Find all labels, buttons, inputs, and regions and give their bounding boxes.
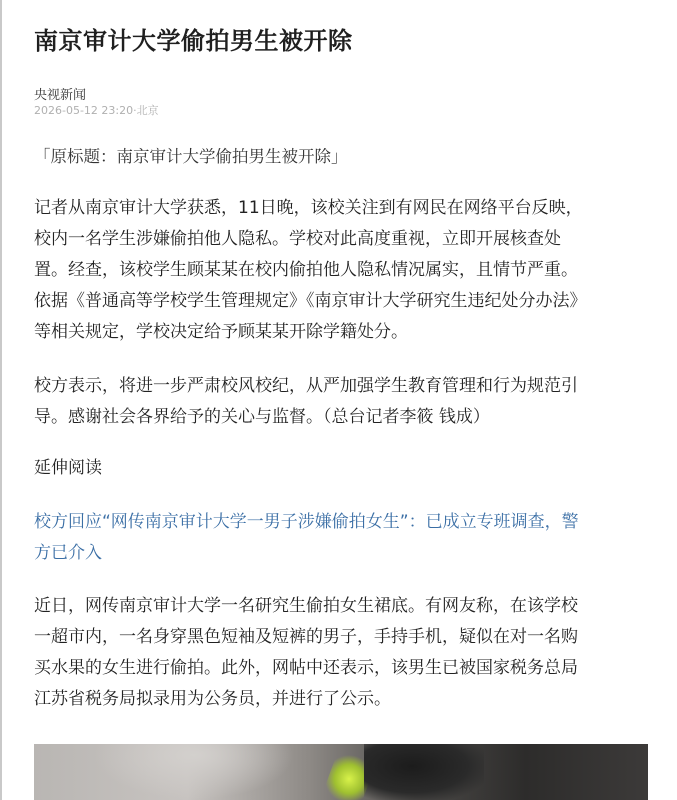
paragraph-2-line: 校方表示，将进一步严肃校风校纪，从严加强学生教育管理和行为规范引 [34,376,578,396]
original-title: 「原标题：南京审计大学偷拍男生被开除」 [34,147,348,166]
paragraph-1-line: 依据《普通高等学校学生管理规定》《南京审计大学研究生违纪处分办法》 [34,291,587,311]
paragraph-1-line: 置。经查，该校学生顾某某在校内偷拍他人隐私情况属实，且情节严重。 [34,260,578,280]
related-article-link[interactable] [34,507,654,569]
left-edge-divider [0,0,2,800]
paragraph-3 [34,591,654,715]
extended-reading-heading: 延伸阅读 [34,458,102,478]
photo-dark-object [364,744,484,800]
paragraph-1-line: 等相关规定，学校决定给予顾某某开除学籍处分。 [34,322,408,342]
paragraph-3-line: 一超市内，一名身穿黑色短袖及短裤的男子，手持手机，疑似在对一名购 [34,627,578,647]
article-timestamp-location: 2026-05-12 23:20·北京 [34,104,159,117]
related-link-line[interactable]: 方已介入 [34,543,102,563]
paragraph-3-line: 近日，网传南京审计大学一名研究生偷拍女生裙底。有网友称，在该学校 [34,596,578,616]
paragraph-1-line: 校内一名学生涉嫌偷拍他人隐私。学校对此高度重视，立即开展核查处 [34,229,561,249]
photo-highlight [94,744,294,800]
article-title: 南京审计大学偷拍男生被开除 [34,27,353,55]
paragraph-3-line: 买水果的女生进行偷拍。此外，网帖中还表示，该男生已被国家税务总局 [34,658,578,678]
paragraph-1-line: 记者从南京审计大学获悉，11日晚，该校关注到有网民在网络平台反映， [34,198,583,218]
paragraph-3-line: 江苏省税务局拟录用为公务员，并进行了公示。 [34,689,391,709]
paragraph-2-line: 导。感谢社会各界给予的关心与监督。（总台记者李筱 钱成） [34,407,490,427]
article-photo[interactable] [34,744,648,800]
related-link-line[interactable]: 校方回应“网传南京审计大学一男子涉嫌偷拍女生”：已成立专班调查，警 [34,512,579,532]
paragraph-1 [34,193,654,348]
paragraph-2 [34,371,654,433]
article-source[interactable]: 央视新闻 [34,88,87,103]
